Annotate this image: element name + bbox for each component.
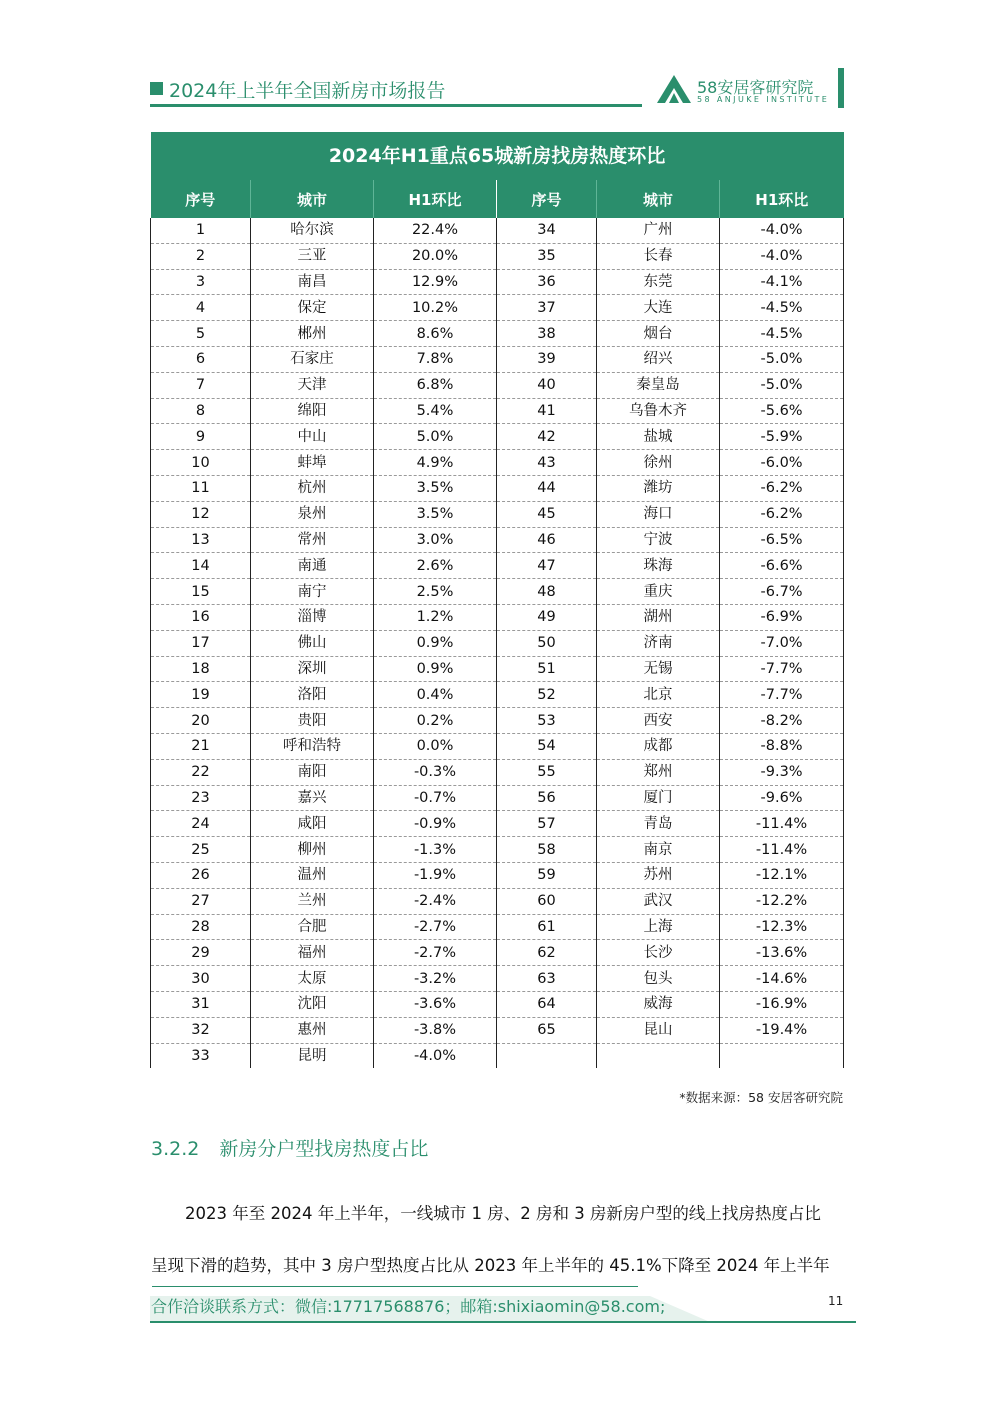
city-cell: 兰州 bbox=[251, 888, 374, 914]
h1-change-cell: -0.7% bbox=[374, 785, 497, 811]
city-cell: 徐州 bbox=[597, 450, 720, 476]
city-cell: 南京 bbox=[597, 837, 720, 863]
city-cell: 珠海 bbox=[597, 553, 720, 579]
city-cell: 盐城 bbox=[597, 424, 720, 450]
page-header bbox=[150, 70, 850, 110]
city-cell: 武汉 bbox=[597, 888, 720, 914]
h1-change-cell: -16.9% bbox=[720, 991, 844, 1017]
city-cell: 南阳 bbox=[251, 759, 374, 785]
city-heat-table bbox=[150, 132, 843, 1068]
table-row bbox=[151, 759, 844, 785]
city-cell: 洛阳 bbox=[251, 682, 374, 708]
rank-cell: 19 bbox=[151, 682, 251, 708]
rank-cell: 51 bbox=[497, 656, 597, 682]
header-side-bar bbox=[838, 68, 844, 108]
h1-change-cell: -3.6% bbox=[374, 991, 497, 1017]
table-body bbox=[151, 218, 844, 1068]
rank-cell: 40 bbox=[497, 372, 597, 398]
rank-cell: 58 bbox=[497, 837, 597, 863]
column-header: 城市 bbox=[251, 180, 374, 218]
logo-name: 58安居客研究院 bbox=[697, 78, 814, 97]
table-row bbox=[151, 630, 844, 656]
city-cell: 潍坊 bbox=[597, 475, 720, 501]
rank-cell: 44 bbox=[497, 475, 597, 501]
h1-change-cell: -7.7% bbox=[720, 656, 844, 682]
h1-change-cell: -19.4% bbox=[720, 1017, 844, 1043]
city-cell: 郑州 bbox=[597, 759, 720, 785]
city-cell: 太原 bbox=[251, 966, 374, 992]
rank-cell: 18 bbox=[151, 656, 251, 682]
h1-change-cell: 1.2% bbox=[374, 604, 497, 630]
city-cell: 哈尔滨 bbox=[251, 218, 374, 243]
h1-change-cell: -12.3% bbox=[720, 914, 844, 940]
rank-cell: 34 bbox=[497, 218, 597, 243]
header-underline bbox=[150, 104, 642, 107]
city-cell: 绍兴 bbox=[597, 346, 720, 372]
city-cell: 南通 bbox=[251, 553, 374, 579]
h1-change-cell: 5.0% bbox=[374, 424, 497, 450]
rank-cell: 12 bbox=[151, 501, 251, 527]
h1-change-cell: -6.0% bbox=[720, 450, 844, 476]
rank-cell: 10 bbox=[151, 450, 251, 476]
rank-cell: 43 bbox=[497, 450, 597, 476]
h1-change-cell: 0.0% bbox=[374, 733, 497, 759]
rank-cell: 55 bbox=[497, 759, 597, 785]
rank-cell: 41 bbox=[497, 398, 597, 424]
h1-change-cell: 22.4% bbox=[374, 218, 497, 243]
city-cell: 杭州 bbox=[251, 475, 374, 501]
rank-cell: 6 bbox=[151, 346, 251, 372]
rank-cell: 20 bbox=[151, 708, 251, 734]
h1-change-cell: -4.0% bbox=[374, 1043, 497, 1068]
table-row bbox=[151, 991, 844, 1017]
rank-cell: 65 bbox=[497, 1017, 597, 1043]
page-number: 11 bbox=[828, 1294, 844, 1308]
city-cell: 长春 bbox=[597, 243, 720, 269]
rank-cell: 60 bbox=[497, 888, 597, 914]
city-cell: 常州 bbox=[251, 527, 374, 553]
data-source-note: *数据来源：58 安居客研究院 bbox=[679, 1090, 843, 1105]
table-row bbox=[151, 682, 844, 708]
city-cell: 温州 bbox=[251, 862, 374, 888]
city-cell: 中山 bbox=[251, 424, 374, 450]
rank-cell: 57 bbox=[497, 811, 597, 837]
rank-cell: 49 bbox=[497, 604, 597, 630]
rank-cell: 47 bbox=[497, 553, 597, 579]
h1-change-cell: -6.5% bbox=[720, 527, 844, 553]
rank-cell: 8 bbox=[151, 398, 251, 424]
city-cell: 秦皇岛 bbox=[597, 372, 720, 398]
city-cell: 无锡 bbox=[597, 656, 720, 682]
h1-change-cell: 3.5% bbox=[374, 475, 497, 501]
rank-cell: 48 bbox=[497, 579, 597, 605]
table-row bbox=[151, 450, 844, 476]
city-cell: 东莞 bbox=[597, 269, 720, 295]
rank-cell: 29 bbox=[151, 940, 251, 966]
h1-change-cell: -5.9% bbox=[720, 424, 844, 450]
rank-cell: 61 bbox=[497, 914, 597, 940]
rank-cell: 15 bbox=[151, 579, 251, 605]
city-cell: 大连 bbox=[597, 295, 720, 321]
city-cell: 昆山 bbox=[597, 1017, 720, 1043]
city-cell: 南宁 bbox=[251, 579, 374, 605]
section-heading bbox=[151, 1134, 428, 1161]
h1-change-cell: -13.6% bbox=[720, 940, 844, 966]
h1-change-cell: -1.3% bbox=[374, 837, 497, 863]
rank-cell: 33 bbox=[151, 1043, 251, 1068]
table-row bbox=[151, 398, 844, 424]
city-cell: 福州 bbox=[251, 940, 374, 966]
city-cell: 天津 bbox=[251, 372, 374, 398]
h1-change-cell: -14.6% bbox=[720, 966, 844, 992]
section-title: 新房分户型找房热度占比 bbox=[219, 1138, 429, 1160]
table-row bbox=[151, 579, 844, 605]
column-header: H1环比 bbox=[374, 180, 497, 218]
h1-change-cell: -6.9% bbox=[720, 604, 844, 630]
rank-cell: 7 bbox=[151, 372, 251, 398]
table-row bbox=[151, 269, 844, 295]
rank-cell bbox=[497, 1043, 597, 1068]
h1-change-cell: 2.5% bbox=[374, 579, 497, 605]
rank-cell: 37 bbox=[497, 295, 597, 321]
logo-subtitle: 58 ANJUKE INSTITUTE bbox=[697, 95, 830, 104]
rank-cell: 63 bbox=[497, 966, 597, 992]
rank-cell: 17 bbox=[151, 630, 251, 656]
city-cell: 深圳 bbox=[251, 656, 374, 682]
rank-cell: 30 bbox=[151, 966, 251, 992]
city-cell: 咸阳 bbox=[251, 811, 374, 837]
h1-change-cell: -5.0% bbox=[720, 346, 844, 372]
table-row bbox=[151, 785, 844, 811]
city-cell: 呼和浩特 bbox=[251, 733, 374, 759]
rank-cell: 27 bbox=[151, 888, 251, 914]
section-number: 3.2.2 bbox=[151, 1138, 200, 1160]
city-cell: 苏州 bbox=[597, 862, 720, 888]
city-cell: 沈阳 bbox=[251, 991, 374, 1017]
table-row bbox=[151, 1017, 844, 1043]
h1-change-cell bbox=[720, 1043, 844, 1068]
rank-cell: 45 bbox=[497, 501, 597, 527]
h1-change-cell: -2.7% bbox=[374, 940, 497, 966]
city-cell: 长沙 bbox=[597, 940, 720, 966]
h1-change-cell: 3.5% bbox=[374, 501, 497, 527]
h1-change-cell: -9.6% bbox=[720, 785, 844, 811]
rank-cell: 31 bbox=[151, 991, 251, 1017]
h1-change-cell: 20.0% bbox=[374, 243, 497, 269]
city-cell: 三亚 bbox=[251, 243, 374, 269]
rank-cell: 25 bbox=[151, 837, 251, 863]
table-row bbox=[151, 1043, 844, 1068]
h1-change-cell: 4.9% bbox=[374, 450, 497, 476]
h1-change-cell: -6.7% bbox=[720, 579, 844, 605]
h1-change-cell: -6.2% bbox=[720, 475, 844, 501]
table-row bbox=[151, 811, 844, 837]
rank-cell: 42 bbox=[497, 424, 597, 450]
city-cell: 淄博 bbox=[251, 604, 374, 630]
h1-change-cell: 0.9% bbox=[374, 630, 497, 656]
rank-cell: 5 bbox=[151, 321, 251, 347]
city-cell bbox=[597, 1043, 720, 1068]
city-cell: 贵阳 bbox=[251, 708, 374, 734]
city-cell: 厦门 bbox=[597, 785, 720, 811]
city-cell: 上海 bbox=[597, 914, 720, 940]
rank-cell: 39 bbox=[497, 346, 597, 372]
city-cell: 济南 bbox=[597, 630, 720, 656]
city-cell: 合肥 bbox=[251, 914, 374, 940]
h1-change-cell: 12.9% bbox=[374, 269, 497, 295]
table-header-row bbox=[151, 180, 844, 218]
h1-change-cell: -5.0% bbox=[720, 372, 844, 398]
table-row bbox=[151, 527, 844, 553]
rank-cell: 3 bbox=[151, 269, 251, 295]
h1-change-cell: 0.2% bbox=[374, 708, 497, 734]
h1-change-cell: -6.6% bbox=[720, 553, 844, 579]
column-header: 序号 bbox=[151, 180, 251, 218]
h1-change-cell: 0.9% bbox=[374, 656, 497, 682]
column-header: 序号 bbox=[497, 180, 597, 218]
city-cell: 石家庄 bbox=[251, 346, 374, 372]
city-cell: 包头 bbox=[597, 966, 720, 992]
rank-cell: 56 bbox=[497, 785, 597, 811]
rank-cell: 32 bbox=[151, 1017, 251, 1043]
body-paragraph-line: 2023 年至 2024 年上半年，一线城市 1 房、2 房和 3 房新房户型的线上找房热度占比 bbox=[185, 1204, 821, 1223]
city-cell: 烟台 bbox=[597, 321, 720, 347]
h1-change-cell: -8.2% bbox=[720, 708, 844, 734]
institute-logo bbox=[655, 73, 840, 105]
h1-change-cell: 10.2% bbox=[374, 295, 497, 321]
column-header: 城市 bbox=[597, 180, 720, 218]
table-row bbox=[151, 321, 844, 347]
table-row bbox=[151, 243, 844, 269]
table-title: 2024年H1重点65城新房找房热度环比 bbox=[151, 132, 844, 180]
city-cell: 佛山 bbox=[251, 630, 374, 656]
rank-cell: 2 bbox=[151, 243, 251, 269]
h1-change-cell: -0.9% bbox=[374, 811, 497, 837]
city-cell: 昆明 bbox=[251, 1043, 374, 1068]
h1-change-cell: -12.2% bbox=[720, 888, 844, 914]
city-cell: 泉州 bbox=[251, 501, 374, 527]
h1-change-cell: -7.7% bbox=[720, 682, 844, 708]
rank-cell: 38 bbox=[497, 321, 597, 347]
rank-cell: 54 bbox=[497, 733, 597, 759]
h1-change-cell: -3.2% bbox=[374, 966, 497, 992]
rank-cell: 64 bbox=[497, 991, 597, 1017]
city-cell: 柳州 bbox=[251, 837, 374, 863]
h1-change-cell: 3.0% bbox=[374, 527, 497, 553]
h1-change-cell: 0.4% bbox=[374, 682, 497, 708]
h1-change-cell: 8.6% bbox=[374, 321, 497, 347]
h1-change-cell: -9.3% bbox=[720, 759, 844, 785]
rank-cell: 4 bbox=[151, 295, 251, 321]
h1-change-cell: 5.4% bbox=[374, 398, 497, 424]
h1-change-cell: -12.1% bbox=[720, 862, 844, 888]
h1-change-cell: -4.0% bbox=[720, 218, 844, 243]
table-row bbox=[151, 424, 844, 450]
h1-change-cell: -4.5% bbox=[720, 321, 844, 347]
table-row bbox=[151, 966, 844, 992]
rank-cell: 52 bbox=[497, 682, 597, 708]
city-cell: 郴州 bbox=[251, 321, 374, 347]
table-row bbox=[151, 604, 844, 630]
table-row bbox=[151, 372, 844, 398]
h1-change-cell: 7.8% bbox=[374, 346, 497, 372]
rank-cell: 62 bbox=[497, 940, 597, 966]
table-row bbox=[151, 914, 844, 940]
rank-cell: 50 bbox=[497, 630, 597, 656]
table-row bbox=[151, 940, 844, 966]
city-cell: 乌鲁木齐 bbox=[597, 398, 720, 424]
h1-change-cell: -1.9% bbox=[374, 862, 497, 888]
table-row bbox=[151, 862, 844, 888]
footer-top-line bbox=[152, 1286, 638, 1287]
table-row bbox=[151, 295, 844, 321]
city-cell: 宁波 bbox=[597, 527, 720, 553]
rank-cell: 46 bbox=[497, 527, 597, 553]
city-cell: 嘉兴 bbox=[251, 785, 374, 811]
rank-cell: 26 bbox=[151, 862, 251, 888]
table-row bbox=[151, 733, 844, 759]
city-cell: 重庆 bbox=[597, 579, 720, 605]
rank-cell: 35 bbox=[497, 243, 597, 269]
h1-change-cell: -8.8% bbox=[720, 733, 844, 759]
rank-cell: 1 bbox=[151, 218, 251, 243]
h1-change-cell: -2.7% bbox=[374, 914, 497, 940]
city-cell: 北京 bbox=[597, 682, 720, 708]
city-cell: 保定 bbox=[251, 295, 374, 321]
h1-change-cell: -4.5% bbox=[720, 295, 844, 321]
rank-cell: 28 bbox=[151, 914, 251, 940]
city-cell: 惠州 bbox=[251, 1017, 374, 1043]
h1-change-cell: -7.0% bbox=[720, 630, 844, 656]
table-row bbox=[151, 553, 844, 579]
h1-change-cell: -6.2% bbox=[720, 501, 844, 527]
table-row bbox=[151, 708, 844, 734]
city-cell: 西安 bbox=[597, 708, 720, 734]
rank-cell: 14 bbox=[151, 553, 251, 579]
rank-cell: 21 bbox=[151, 733, 251, 759]
city-cell: 蚌埠 bbox=[251, 450, 374, 476]
table-row bbox=[151, 888, 844, 914]
rank-cell: 24 bbox=[151, 811, 251, 837]
rank-cell: 53 bbox=[497, 708, 597, 734]
table-row bbox=[151, 837, 844, 863]
table-row bbox=[151, 475, 844, 501]
table-row bbox=[151, 656, 844, 682]
city-cell: 南昌 bbox=[251, 269, 374, 295]
city-cell: 绵阳 bbox=[251, 398, 374, 424]
h1-change-cell: -3.8% bbox=[374, 1017, 497, 1043]
h1-change-cell: -11.4% bbox=[720, 837, 844, 863]
h1-change-cell: 2.6% bbox=[374, 553, 497, 579]
h1-change-cell: 6.8% bbox=[374, 372, 497, 398]
report-title: 2024年上半年全国新房市场报告 bbox=[169, 80, 446, 102]
rank-cell: 13 bbox=[151, 527, 251, 553]
city-cell: 青岛 bbox=[597, 811, 720, 837]
footer-contact: 合作洽谈联系方式：微信:17717568876；邮箱:shixiaomin@58.com; bbox=[151, 1297, 666, 1316]
city-cell: 威海 bbox=[597, 991, 720, 1017]
table-row bbox=[151, 346, 844, 372]
h1-change-cell: -2.4% bbox=[374, 888, 497, 914]
column-header: H1环比 bbox=[720, 180, 844, 218]
rank-cell: 9 bbox=[151, 424, 251, 450]
rank-cell: 59 bbox=[497, 862, 597, 888]
city-cell: 广州 bbox=[597, 218, 720, 243]
city-cell: 成都 bbox=[597, 733, 720, 759]
city-cell: 湖州 bbox=[597, 604, 720, 630]
city-cell: 海口 bbox=[597, 501, 720, 527]
table-row bbox=[151, 218, 844, 243]
rank-cell: 11 bbox=[151, 475, 251, 501]
h1-change-cell: -0.3% bbox=[374, 759, 497, 785]
rank-cell: 16 bbox=[151, 604, 251, 630]
rank-cell: 36 bbox=[497, 269, 597, 295]
h1-change-cell: -11.4% bbox=[720, 811, 844, 837]
rank-cell: 22 bbox=[151, 759, 251, 785]
logo-mountain-icon bbox=[655, 73, 693, 105]
body-paragraph-line: 呈现下滑的趋势，其中 3 房户型热度占比从 2023 年上半年的 45.1%下降至 2024 年上半年 bbox=[151, 1256, 830, 1275]
header-square-marker bbox=[150, 82, 163, 95]
h1-change-cell: -4.0% bbox=[720, 243, 844, 269]
rank-cell: 23 bbox=[151, 785, 251, 811]
h1-change-cell: -5.6% bbox=[720, 398, 844, 424]
h1-change-cell: -4.1% bbox=[720, 269, 844, 295]
table-row bbox=[151, 501, 844, 527]
